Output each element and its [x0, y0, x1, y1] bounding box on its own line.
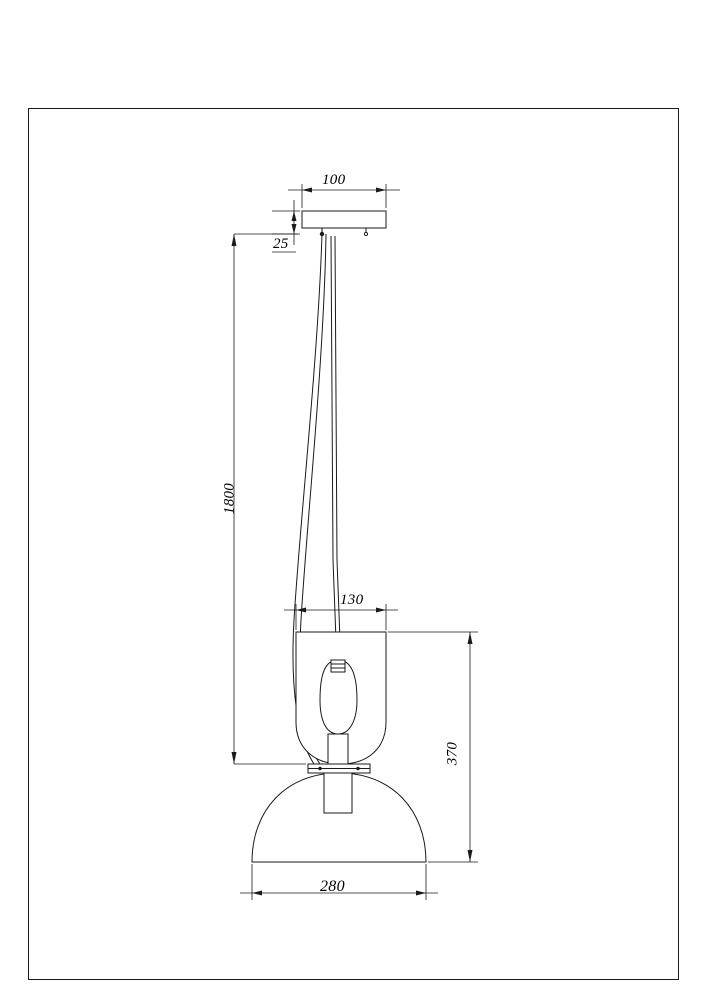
dimension-label-canopy-width: 100	[322, 172, 346, 188]
dimension-label-shade-width: 280	[320, 878, 345, 895]
dimension-label-total-drop: 1800	[221, 482, 238, 515]
lamp-shade	[252, 773, 426, 862]
dimension-label-socket-width: 130	[340, 592, 364, 608]
dimension-label-canopy-height: 25	[273, 236, 289, 252]
dimension-label-shade-height: 370	[444, 741, 461, 766]
shade-mount-bar	[308, 764, 370, 773]
canopy	[302, 211, 386, 236]
socket-cage	[296, 632, 386, 764]
dimension-total-drop	[232, 234, 307, 764]
